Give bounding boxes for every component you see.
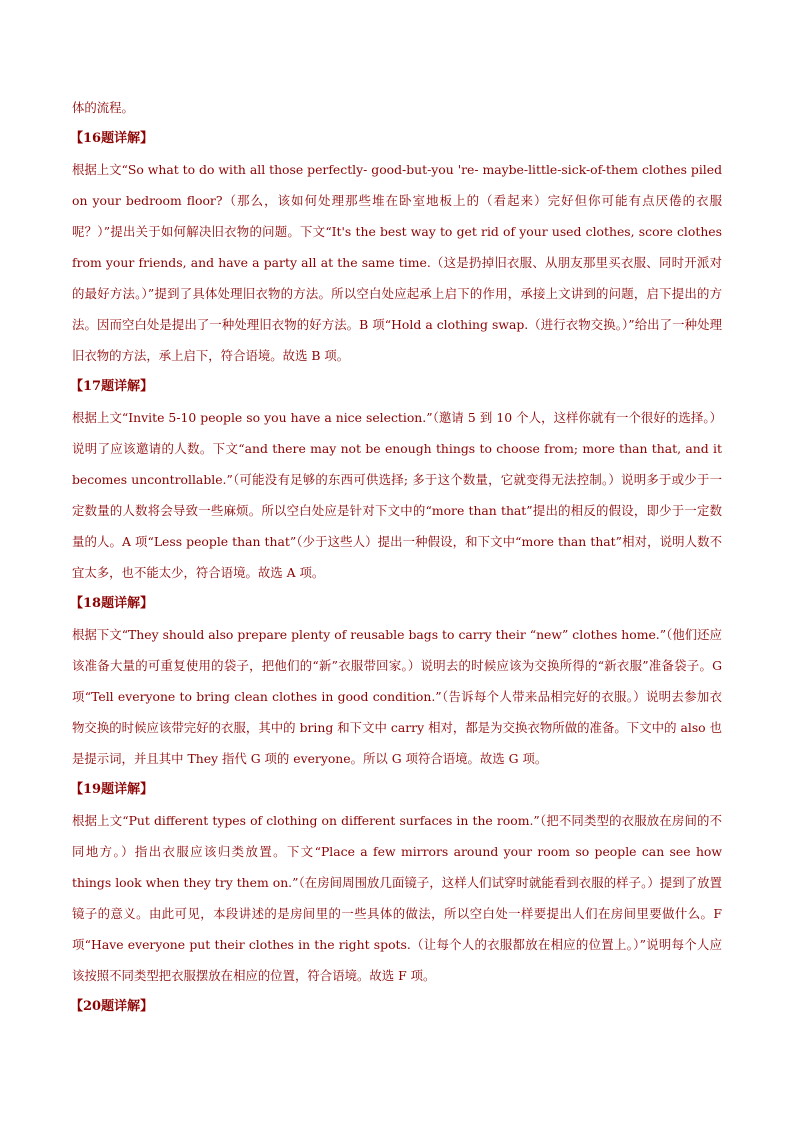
section-17-heading: 【17题详解】 xyxy=(70,379,154,394)
section-18-heading: 【18题详解】 xyxy=(70,596,154,611)
section-18-body: 根据下文“They should also prepare plenty of reusable bags to carry their “new” clothes home.”（他们还应该准备大量的可重复使用的袋子，把他们的“新”衣服带回家。）说明去的时候应该为交换所得的“新衣服”准备袋子。G 项“Tell everyone to bring clean clothes in good condition.”（告诉每个人带来品相完好的衣服。）说明去参加衣物交换的时候应该带完好的衣服，其中的 bring 和下文中 carry 相对，都是为交换衣物所做的准备。下文中的 also 也是提示词，并且其中 They 指代 G 项的 everyone。所以 G 项符合语境。故选 G 项。 xyxy=(72,627,722,766)
intro-text: 体的流程。 xyxy=(72,100,134,115)
section-19-body: 根据上文“Put different types of clothing on different surfaces in the room.”（把不同类型的衣服放在房间的不同地方。）指出衣服应该归类放置。下文“Place a few mirrors around your room so people can see how things look when they try them on.”（在房间周围放几面镜子，这样人们试穿时就能看到衣服的样子。）提到了放置镜子的意义。由此可见，本段讲述的是房间里的一些具体的做法，所以空白处一样要提出人们在房间里要做什么。F 项“Have everyone put their clothes in the right spots.（让每个人的衣服都放在相应的位置上。）”说明每个人应该按照不同类型把衣服摆放在相应的位置，符合语境。故选 F 项。 xyxy=(72,813,722,983)
section-16-body: 根据上文“So what to do with all those perfectly- good-but-you 're- maybe-little-sick-of-them clothes piled on your bedroom floor?（那么，该如何处理那些堆在卧室地板上的（看起来）完好但你可能有点厌倦的衣服呢？）”提出关于如何解决旧衣物的问题。下文“It's the best way to get rid of your used clothes, score clothes from your friends, and have a party all at the same time.（这是扔掉旧衣服、从朋友那里买衣服、同时开派对的最好方法。）”提到了具体处理旧衣物的方法。所以空白处应起承上启下的作用，承接上文讲到的问题，启下提出的方法。因而空白处是提出了一种处理旧衣物的好方法。B 项“Hold a clothing swap.（进行衣物交换。）”给出了一种处理旧衣物的方法，承上启下，符合语境。故选 B 项。 xyxy=(72,162,723,363)
section-17-body: 根据上文“Invite 5-10 people so you have a nice selection.”（邀请 5 到 10 个人，这样你就有一个很好的选择。）说明了应该邀请的人数。下文“and there may not be enough things to choose from; more than that, and it becomes uncontrollable.”（可能没有足够的东西可供选择; 多于这个数量，它就变得无法控制。）说明多于或少于一定数量的人数将会导致一些麻烦。所以空白处应是针对下文中的“more than that”提出的相反的假设，即少于一定数量的人。A 项“Less people than that”（少于这些人）提出一种假设，和下文中“more than that”相对，说明人数不宜太多，也不能太少，符合语境。故选 A 项。 xyxy=(72,410,722,580)
section-16-heading: 【16题详解】 xyxy=(70,131,154,146)
section-19-heading: 【19题详解】 xyxy=(70,782,154,797)
section-20-heading: 【20题详解】 xyxy=(70,999,154,1014)
document-page xyxy=(72,92,722,1022)
